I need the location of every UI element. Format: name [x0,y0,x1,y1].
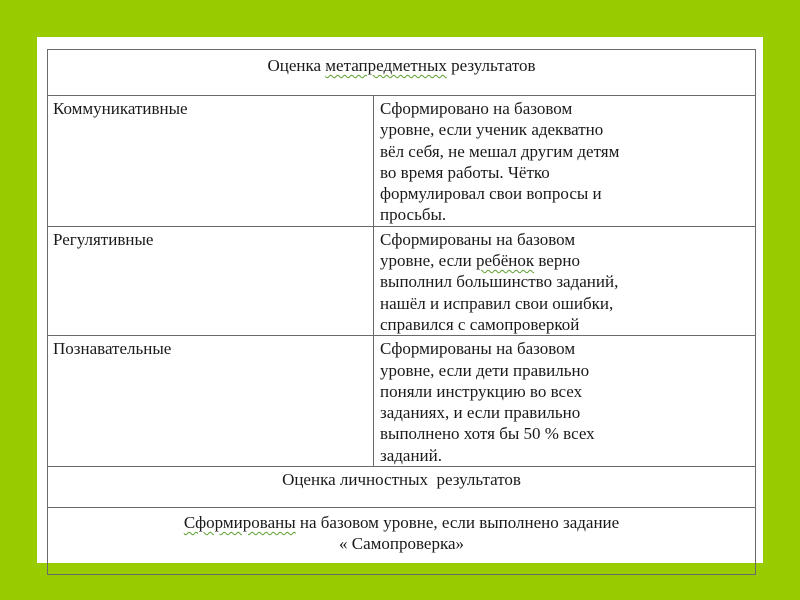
meta-header-row [48,50,756,96]
assessment-table [47,49,756,575]
meta-header-keyword: метапредметных [325,56,447,75]
personal-text-cell [48,508,756,575]
description-text: Сформировано на базовом уровне, если ученик адекватно вёл себя, не мешал другим детям во время работы. Чётко формулировал свои вопросы и просьбы. [380,99,620,225]
description-text-end: верно выполнил большинство заданий, нашёл и исправил свои ошибки, справился с самопроверкой [380,251,619,334]
table-row-communicative [48,96,756,227]
category-cell [48,96,374,227]
description-cell [374,336,756,467]
personal-header-row [48,467,756,508]
personal-text-row [48,508,756,575]
personal-text-body: на базовом уровне, если выполнено задание [295,513,620,533]
description-cell [374,226,756,335]
table-row-regulative [48,226,756,335]
meta-header-prefix: Оценка [267,56,326,75]
description-text-start: Сформированы на базовом уровне, если [380,229,576,271]
personal-header-text: Оценка личностных результатов [282,470,521,490]
slide [37,37,763,563]
category-cell [48,336,374,467]
table-row-cognitive [48,336,756,467]
category-label: Коммуникативные [53,99,188,118]
category-label: Познавательные [53,339,172,359]
category-cell [48,226,374,335]
meta-header-cell [48,50,756,96]
meta-header-suffix: результатов [446,56,536,75]
category-label: Регулятивные [53,229,154,249]
description-cell [374,96,756,227]
personal-header-cell [48,467,756,508]
description-text: Сформированы на базовом уровне, если дети правильно поняли инструкцию во всех заданиях, и если правильно выполнено хотя бы 50 % всех заданий. [380,339,595,465]
personal-text-line2: « Самопроверка» [339,534,465,554]
description-keyword: ребёнок [476,251,535,271]
personal-text-keyword: Сформированы [183,513,296,533]
